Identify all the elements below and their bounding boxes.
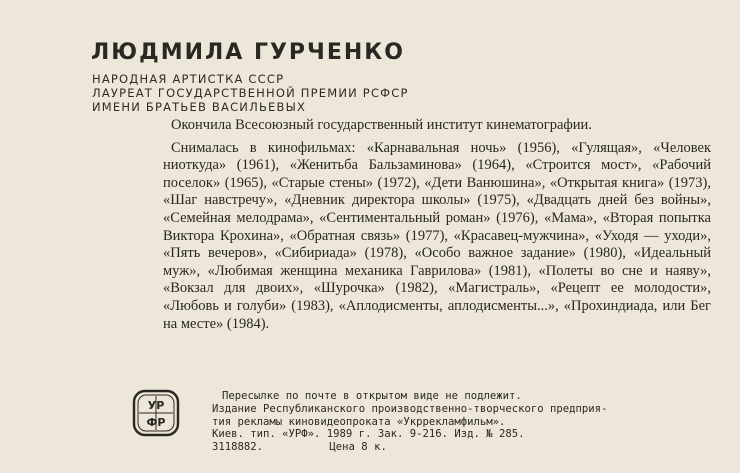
title-line: ЛАУРЕАТ ГОСУДАРСТВЕННОЙ ПРЕМИИ РСФСР <box>92 86 409 100</box>
actress-name: ЛЮДМИЛА ГУРЧЕНКО <box>91 40 405 65</box>
catalog-code: 3118882. <box>212 441 264 454</box>
price-row <box>212 441 712 454</box>
print-details: Киев. тип. «УРФ». 1989 г. Зак. 9-216. Изд. № 285. <box>212 428 525 441</box>
price: Цена 8 к. <box>329 441 387 454</box>
publisher-emblem-icon <box>132 389 180 437</box>
biography <box>163 117 711 333</box>
filmography-paragraph: Снималась в кинофильмах: «Карнавальная ночь» (1956), «Гулящая», «Человек ниоткуда» (1961), «Женитьба Бальзаминова» (1964), «Строится мост», «Рабочий поселок» (1965), «Старые стены» (1972), «Дети Ванюшина», «Открытая книга» (1973), «Шаг навстречу», «Дневник директора школы» (1975), «Двадцать дней без войны», «Семейная мелодрама», «Сентиментальный роман» (1976), «Мама», «Вторая попытка Виктора Крохина», «Обратная связь» (1977), «Красавец-мужчина», «Уходя — уходи», «Пять вечеров», «Сибириада» (1978), «Особо важное задание» (1980), «Идеальный муж», «Любимая женщина механика Гаврилова» (1981), «Полеты во сне и наяву», «Вокзал для двоих», «Шурочка» (1982), «Магистраль», «Рецепт ее молодости», «Любовь и голуби» (1983), «Аплодисменты, аплодисменты...», «Прохиндиада, или Бег на месте» (1984). <box>163 139 711 332</box>
publisher-line: Издание Республиканского производственно-творческого предприя- <box>212 402 608 415</box>
publisher-line: тия рекламы киновидеопроката «Укррекламфильм». <box>212 415 506 428</box>
publisher-imprint <box>212 390 712 454</box>
emblem-letters-top: УР <box>147 399 165 412</box>
mail-note: Пересылке по почте в открытом виде не подлежит. <box>222 390 522 402</box>
emblem-letters-bottom: ФР <box>146 416 166 429</box>
title-line: ИМЕНИ БРАТЬЕВ ВАСИЛЬЕВЫХ <box>92 100 307 114</box>
honorary-titles <box>92 72 409 114</box>
education-paragraph: Окончила Всесоюзный государственный институт кинематографии. <box>171 117 592 133</box>
title-line: НАРОДНАЯ АРТИСТКА СССР <box>92 72 285 86</box>
